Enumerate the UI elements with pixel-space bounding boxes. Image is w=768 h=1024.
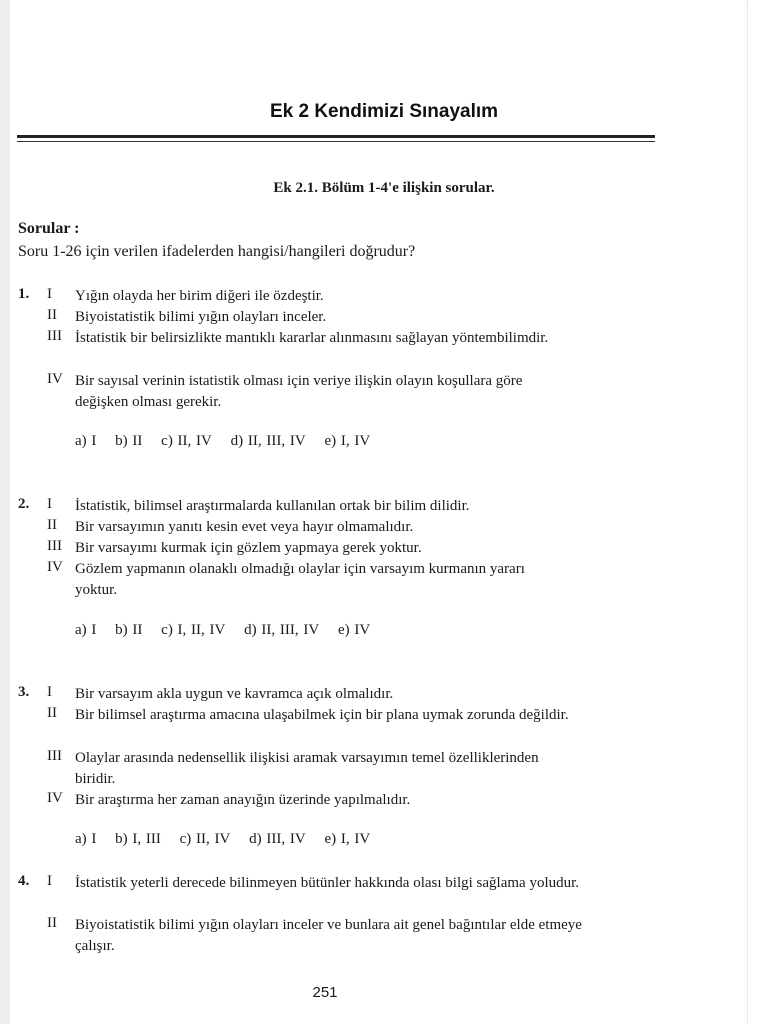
roman-numeral: I <box>47 286 52 302</box>
option-d: d) II, III, IV <box>230 433 306 449</box>
statement-text: İstatistik, bilimsel araştırmalarda kullanılan ortak bir bilim dilidir. <box>75 498 470 514</box>
section-title: Ek 2.1. Bölüm 1-4'e ilişkin sorular. <box>273 180 495 196</box>
statement-text: Olaylar arasında nedensellik ilişkisi aramak varsayımın temel özelliklerinden biridir. <box>75 750 539 787</box>
answer-options <box>75 831 384 848</box>
option-e: e) IV <box>337 622 371 638</box>
option-d: d) III, IV <box>249 831 306 847</box>
statement-text: Bir varsayımın yanıtı kesin evet veya hayır olmamalıdır. <box>75 519 414 535</box>
option-b: b) II <box>115 433 143 449</box>
scan-edge-right <box>747 0 750 1024</box>
option-e: e) I, IV <box>324 433 371 449</box>
roman-numeral: I <box>47 496 52 512</box>
statement-text: Biyoistatistik bilimi yığın olayları inceler. <box>75 309 327 325</box>
option-a: a) I <box>75 433 97 449</box>
statement-text: Yığın olayda her birim diğeri ile özdeştir. <box>75 288 324 304</box>
roman-numeral: IV <box>47 371 63 387</box>
statement-text: Bir araştırma her zaman anayığın üzerinde yapılmalıdır. <box>75 792 411 808</box>
option-a: a) I <box>75 622 97 638</box>
question-number: 1. <box>18 286 30 302</box>
page-number: 251 <box>312 984 338 1001</box>
roman-numeral: I <box>47 873 52 889</box>
option-d: d) II, III, IV <box>244 622 320 638</box>
statement-text: Bir varsayımı kurmak için gözlem yapmaya gerek yoktur. <box>75 540 422 556</box>
statement-text: Gözlem yapmanın olanaklı olmadığı olaylar için varsayım kurmanın yararı yoktur. <box>75 561 525 598</box>
title-rule-thick <box>17 135 655 138</box>
roman-numeral: III <box>47 538 62 554</box>
instruction-text: Soru 1-26 için verilen ifadelerden hangisi/hangileri doğrudur? <box>18 243 416 260</box>
roman-numeral: IV <box>47 559 63 575</box>
option-a: a) I <box>75 831 97 847</box>
sorular-label: Sorular : <box>18 220 80 237</box>
option-e: e) I, IV <box>324 831 371 847</box>
roman-numeral: III <box>47 328 62 344</box>
roman-numeral: II <box>47 307 57 323</box>
title-rule-thin <box>17 141 655 142</box>
roman-numeral: II <box>47 915 57 931</box>
statement-text: İstatistik yeterli derecede bilinmeyen bütünler hakkında olası bilgi sağlama yoludur. <box>75 875 580 891</box>
roman-numeral: I <box>47 684 52 700</box>
roman-numeral: IV <box>47 790 63 806</box>
roman-numeral: II <box>47 705 57 721</box>
statement-text: Bir bilimsel araştırma amacına ulaşabilmek için bir plana uymak zorunda değildir. <box>75 707 569 723</box>
statement-text: Biyoistatistik bilimi yığın olayları inceler ve bunlara ait genel bağıntılar elde etmeye çalışır. <box>75 917 582 954</box>
page-title: Ek 2 Kendimizi Sınayalım <box>269 101 499 122</box>
scan-edge-left <box>0 0 10 1024</box>
answer-options <box>75 622 384 639</box>
answer-options <box>75 433 384 450</box>
statement-text: Bir varsayım akla uygun ve kavramca açık olmalıdır. <box>75 686 394 702</box>
roman-numeral: III <box>47 748 62 764</box>
statement-text: İstatistik bir belirsizlikte mantıklı kararlar alınmasını sağlayan yöntembilimdir. <box>75 330 549 346</box>
question-number: 4. <box>18 873 30 889</box>
statement-text: Bir sayısal verinin istatistik olması için veriye ilişkin olayın koşullara göre değişken olması gerekir. <box>75 373 523 410</box>
option-c: c) II, IV <box>161 433 212 449</box>
option-b: b) II <box>115 622 143 638</box>
question-number: 2. <box>18 496 30 512</box>
roman-numeral: II <box>47 517 57 533</box>
option-c: c) I, II, IV <box>161 622 226 638</box>
question-number: 3. <box>18 684 30 700</box>
option-c: c) II, IV <box>179 831 231 847</box>
option-b: b) I, III <box>115 831 161 847</box>
